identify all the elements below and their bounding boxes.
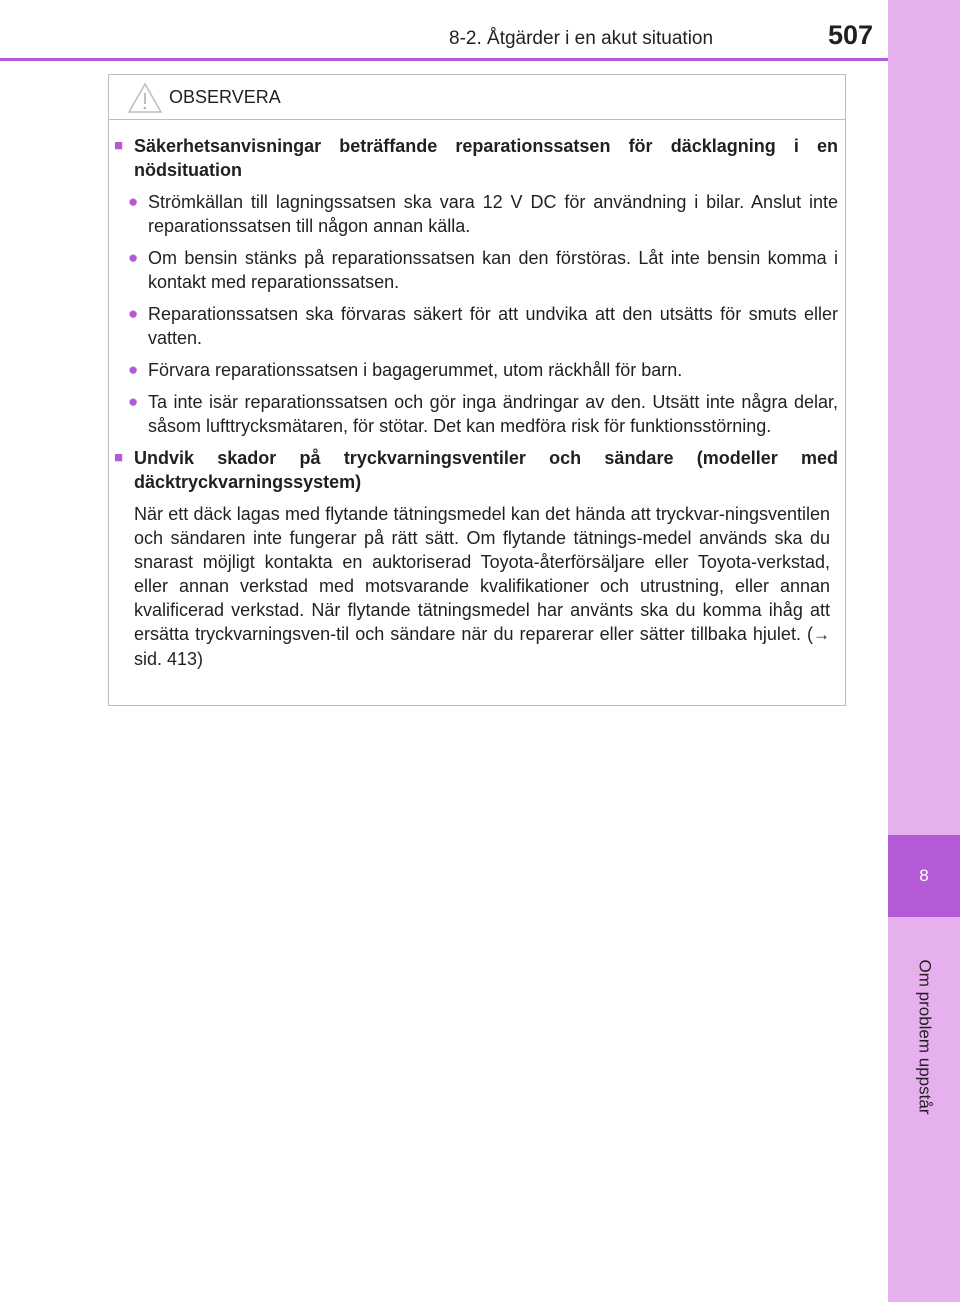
section-title: 8-2. Åtgärder i en akut situation [449,28,714,49]
square-bullet-icon: ■ [114,449,124,466]
page-number: 507 [828,20,874,50]
caution-content [114,134,838,671]
section-paragraph [114,502,830,671]
list-item-text: Strömkällan till lagningssatsen ska vara 12 V DC för användning i bilar. Anslut inte reparationssatsen till någon annan källa. [148,192,838,236]
list-item-text: Om bensin stänks på reparationssatsen kan den förstöras. Låt inte bensin komma i kontakt med reparationssatsen. [148,248,838,292]
paragraph-text: När ett däck lagas med flytande tätningsmedel kan det hända att tryckvar-ningsventilen och sändaren inte fungerar på rätt sätt. Om flytande tätnings-medel används ska du snarast möjligt kontakta en auktoriserad Toyota-återförsäljare eller Toyota-verkstad, eller annan verkstad med motsvarande kvalifikationer och utrustning, eller annan kvalificerad verkstad. När flytande tätningsmedel har använts ska du komma ihåg att ersätta tryckvarningsven-til och sändare när du reparerar eller sätter tillbaka hjulet. ( [134,504,830,644]
section-heading-text: Säkerhetsanvisningar beträffande reparationssatsen för däcklagning i en nödsituation [134,136,838,180]
header-rule [0,58,888,61]
list-item [114,302,838,350]
section-heading [114,446,838,494]
list-item [114,358,838,382]
section-heading [114,134,838,182]
square-bullet-icon: ■ [114,137,124,154]
arrow-right-icon: → [813,625,830,644]
list-item [114,246,838,294]
list-item-text: Ta inte isär reparationssatsen och gör inga ändringar av den. Utsätt inte några delar, såsom lufttrycksmätaren, för stötar. Det kan medföra risk för funktionsstörning. [148,392,838,436]
circle-bullet-icon: ● [128,304,139,323]
page-reference-link[interactable]: sid. 413) [134,649,204,669]
list-item-text: Förvara reparationssatsen i bagagerummet, utom räckhåll för barn. [148,360,683,380]
list-item [114,390,838,438]
circle-bullet-icon: ● [128,360,139,379]
chapter-title: Om problem uppstår [915,959,935,1115]
chapter-title-container [888,917,960,1157]
list-item-text: Reparationssatsen ska förvaras säkert för att undvika att den utsätts för smuts eller vatten. [148,304,838,348]
list-item [114,190,838,238]
chapter-number: 8 [888,835,960,917]
circle-bullet-icon: ● [128,392,139,411]
circle-bullet-icon: ● [128,248,139,267]
circle-bullet-icon: ● [128,192,139,211]
caution-title: OBSERVERA [169,87,281,107]
warning-triangle-icon [127,82,163,114]
section-heading-text: Undvik skador på tryckvarningsventiler och sändare (modeller med däcktryckvarningssystem) [134,448,838,492]
